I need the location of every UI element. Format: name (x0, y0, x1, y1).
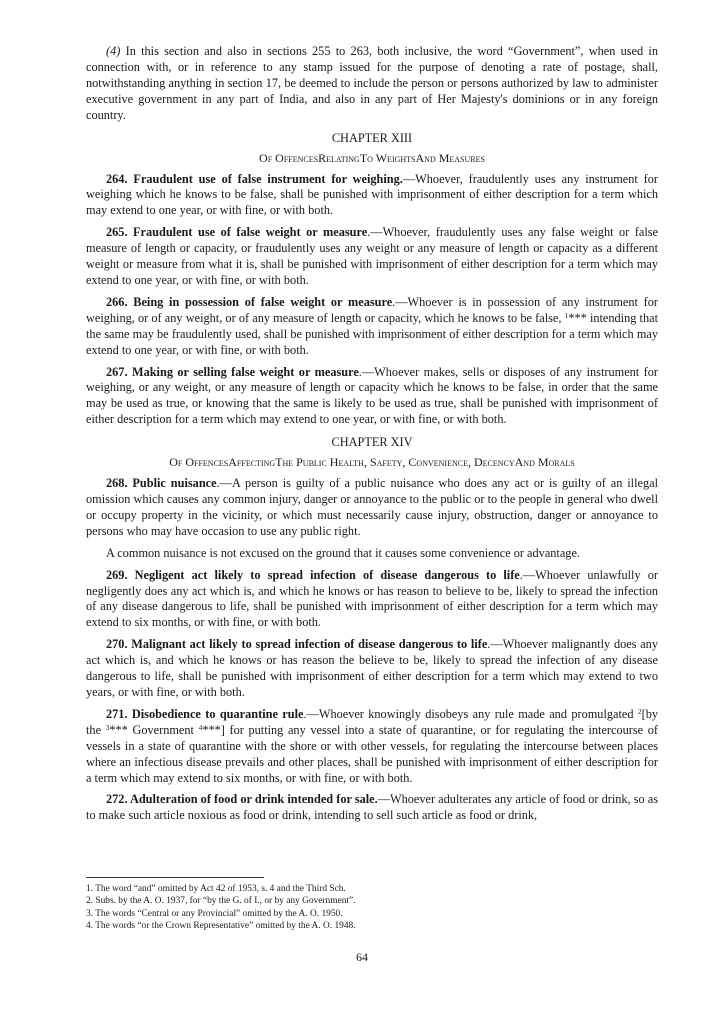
section-heading: 272. Adulteration of food or drink intended for sale. (106, 792, 378, 807)
section-heading: 268. Public nuisance (106, 476, 217, 491)
footnote-2: 2. Subs. by the A. O. 1937, for “by the G. of I., or by any Government”. (86, 896, 356, 907)
section-heading: 265. Fraudulent use of false weight or measure (106, 225, 368, 240)
footnote-ref-3: 3 (105, 722, 110, 732)
section-265: 265. Fraudulent use of false weight or measure.—Whoever, fraudulently uses any false weight or false measure of length or capacity, or fraudulently uses any weight or any measure of length or capacity as a different weight or measure from what it is, shall be punished with imprisonment of either description for a term which may extend to one year, or with fine, or with both. (86, 225, 658, 287)
section-267: 267. Making or selling false weight or measure.—Whoever makes, sells or disposes of any instrument for weighing, or any weight, or any measure of length or capacity which he knows to be false, in order that the same may be used as true, or knowing that the same is likely to be used as true, shall be punished with imprisonment of either description for a term which may extend to one year, or with fine, or with both. (86, 364, 658, 427)
section-269: 269. Negligent act likely to spread infection of disease dangerous to life.—Whoever unlawfully or negligently does any act which is, and which he knows or has reason to believe to be, likely to spread the infection of any disease dangerous to life, shall be punished with imprisonment of either description for a term which may extend to six months, or with fine, or with both. (86, 567, 658, 630)
section-heading: 267. Making or selling false weight or measure (106, 364, 359, 379)
footnote-3: 3. The words “Central or any Provincial” omitted by the A. O. 1950. (86, 908, 343, 919)
chapter-xiv-subtitle: Of OffencesAffectingThe Public Health, Safety, Convenience, DecencyAnd Morals (169, 455, 575, 470)
section-272: 272. Adulteration of food or drink intended for sale.—Whoever adulterates any article of food or drink, so as to make such article noxious as food or drink, intending to sell such article as food or drink, (86, 792, 658, 823)
chapter-xiv-title: CHAPTER XIV (331, 435, 413, 450)
section-270: 270. Malignant act likely to spread infection of disease dangerous to life.—Whoever malignantly does any act which is, and which he knows or has reason the believe to be, likely to spread the infection of any disease dangerous to life, shall be punished with imprisonment of either description for a term which may extend to two years, or with fine, or with both. (86, 637, 658, 699)
section-266: 266. Being in possession of false weight or measure.—Whoever is in possession of any instrument for weighing, or of any weight, or of any measure of length or capacity, which he knows to be false, $^1$*** intending that the same may be fraudulently used, shall be punished with imprisonment of either description for a term which may extend to one year, or with fine, or with both. (86, 294, 659, 357)
section-268: 268. Public nuisance.—A person is guilty of a public nuisance who does any act or is guilty of an illegal omission which causes any common injury, danger or annoyance to the public or to the people in general who dwell or occupy property in the vicinity, or which must necessarily cause injury, obstruction, danger or annoyance to persons who may have occasion to use any public right. (86, 476, 659, 538)
section-264: 264. Fraudulent use of false instrument for weighing.—Whoever, fraudulently uses any instrument for weighing which he knows to be false, shall be punished with imprisonment of either description for a term which may extend to one year, or with fine, or with both. (86, 171, 659, 218)
section-271: 271. Disobedience to quarantine rule.—Whoever knowingly disobeys any rule made and promulgated $^2$[by the $^3$*** Government $^4$***] for putting any vessel into a state of quarantine, or for regulating the intercourse of vessels in a state of quarantine with the shore or with other vessels, for regulating the intercourse between places where an infectious disease prevails and other places, shall be punished with imprisonment of either description for a term which may extend to six months, or with fine, or with both. (86, 706, 659, 785)
section-heading: 271. Disobedience to quarantine rule (106, 706, 304, 721)
section-heading: 264. Fraudulent use of false instrument for weighing. (106, 171, 403, 186)
footnotes (86, 883, 658, 933)
footnote-divider (86, 877, 264, 878)
chapter-xiii-title: CHAPTER XIII (331, 130, 413, 145)
chapter-xiii-subtitle: Of OffencesRelatingTo WeightsAnd Measures (259, 150, 485, 165)
footnote-ref-4: 4 (198, 722, 203, 732)
footnote-ref-1: 1 (564, 310, 569, 320)
footnote-4: 4. The words “or the Crown Representative” omitted by the A. O. 1948. (86, 921, 356, 932)
section-heading: 266. Being in possession of false weight or measure (106, 294, 393, 309)
footnote-ref-2: 2 (637, 706, 642, 716)
page-number: 64 (356, 950, 368, 964)
section-heading: 269. Negligent act likely to spread infection of disease dangerous to life (106, 567, 520, 582)
section-268-para-2: A common nuisance is not excused on the ground that it causes some convenience or advantage. (106, 545, 580, 560)
section-heading: 270. Malignant act likely to spread infection of disease dangerous to life (106, 637, 488, 652)
document-body (86, 44, 658, 830)
section-subsection-4: (4) In this section and also in sections 255 to 263, both inclusive, the word “Government”, when used in connection with, or in reference to any stamp issued for the purpose of denoting a rate of postage, shall, notwithstanding anything in section 17, be deemed to include the person or persons authorized by law to administer executive government in any part of India, and also in any part of Her Majesty's dominions or in any foreign country. (86, 44, 658, 122)
footnote-1: 1. The word “and” omitted by Act 42 of 1953, s. 4 and the Third Sch. (86, 884, 346, 894)
